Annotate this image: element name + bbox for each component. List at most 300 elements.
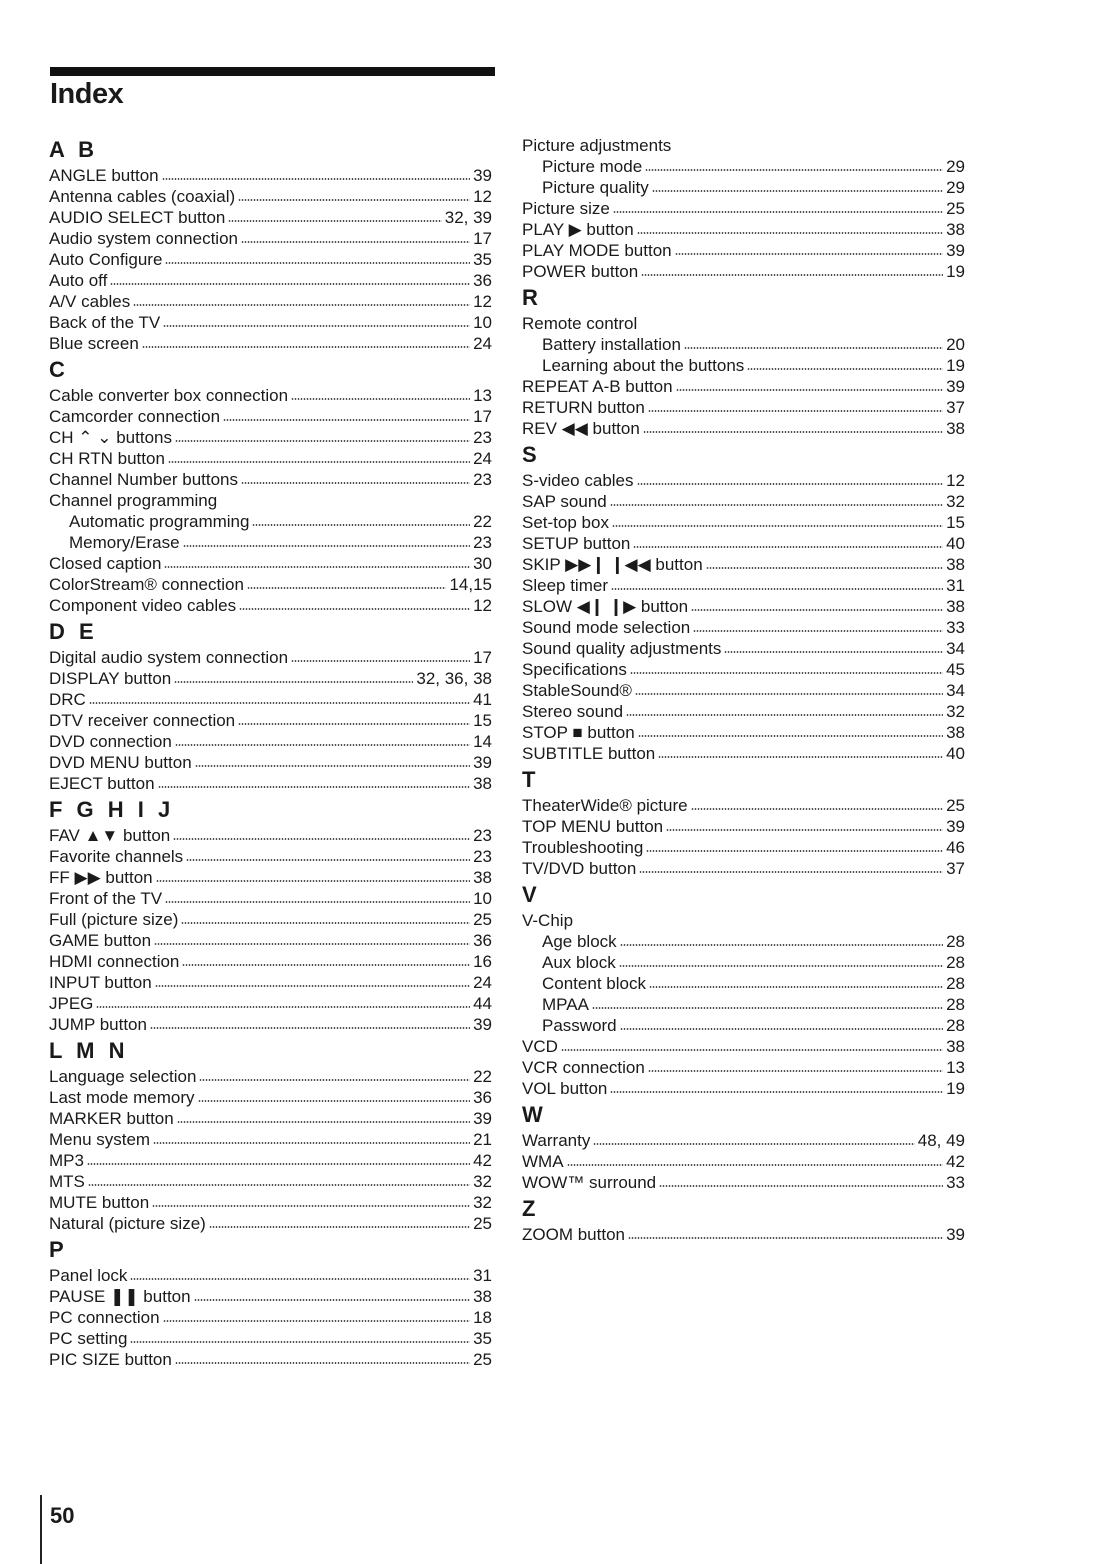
index-entry-label: ZOOM button: [522, 1225, 625, 1244]
index-entry-page: 24: [473, 973, 492, 992]
index-entry: [49, 595, 492, 616]
index-entry: [49, 647, 492, 668]
dot-leader: [626, 713, 943, 717]
index-entry-page: 38: [946, 723, 965, 742]
index-entry: [49, 752, 492, 773]
index-entry-page: 38: [946, 220, 965, 239]
dot-leader: [133, 303, 470, 307]
index-entry: [522, 638, 965, 659]
index-entry-page: 15: [473, 711, 492, 730]
index-entry-page: 39: [946, 241, 965, 260]
dot-leader: [643, 430, 943, 434]
index-entry-page: 40: [946, 744, 965, 763]
index-entry-page: 20: [946, 335, 965, 354]
index-entry-page: 32, 36, 38: [416, 669, 492, 688]
section-letter: F G H I J: [49, 797, 175, 822]
index-entry-label: REPEAT A-B button: [522, 377, 673, 396]
dot-leader: [174, 680, 413, 684]
index-entry-page: 10: [473, 889, 492, 908]
index-entry: [522, 596, 965, 617]
index-entry-label: Picture size: [522, 199, 610, 218]
index-entry: [49, 1265, 492, 1286]
index-entry-label: S-video cables: [522, 471, 634, 490]
index-entry: [49, 689, 492, 710]
dot-leader: [181, 921, 470, 925]
index-entry-page: 10: [473, 313, 492, 332]
dot-leader: [648, 1069, 943, 1073]
index-entry-label: DISPLAY button: [49, 669, 172, 688]
dot-leader: [637, 231, 943, 235]
index-entry: [49, 867, 492, 888]
index-entry-page: 34: [946, 639, 965, 658]
index-entry-page: 13: [946, 1058, 965, 1077]
index-entry-page: 17: [473, 648, 492, 667]
index-entry-page: 32, 39: [444, 208, 492, 227]
dot-leader: [158, 785, 471, 789]
dot-leader: [228, 219, 441, 223]
index-entry: [49, 731, 492, 752]
index-entry: [49, 710, 492, 731]
index-entry-label: DRC: [49, 690, 86, 709]
index-entry-page: 45: [946, 660, 965, 679]
index-entry: [522, 397, 965, 418]
index-entry-label: DVD connection: [49, 732, 172, 751]
dot-leader: [593, 1142, 914, 1146]
index-entry: [49, 1171, 492, 1192]
dot-leader: [252, 523, 470, 527]
index-entry-page: 39: [473, 1015, 492, 1034]
index-entry-label: MARKER button: [49, 1109, 174, 1128]
index-entry-page: 42: [473, 1151, 492, 1170]
dot-leader: [199, 1078, 470, 1082]
index-entry-label: Antenna cables (coaxial): [49, 187, 236, 206]
dot-leader: [291, 397, 470, 401]
index-entry-page: 17: [473, 407, 492, 426]
index-entry-label: MTS: [49, 1172, 85, 1191]
index-entry-page: 17: [473, 229, 492, 248]
index-entry: [49, 1349, 492, 1370]
index-entry-label: TV/DVD button: [522, 859, 637, 878]
index-entry-page: 28: [946, 974, 965, 993]
index-entry-page: 48, 49: [917, 1131, 965, 1150]
index-entry-label: SLOW ◀❙ ❙▶ button: [522, 597, 689, 616]
index-entry-label: ANGLE button: [49, 166, 159, 185]
index-entry-label: Learning about the buttons: [542, 356, 745, 375]
index-entry-label: Front of the TV: [49, 889, 163, 908]
index-entry: [49, 825, 492, 846]
index-entry-page: 39: [946, 377, 965, 396]
index-entry: [522, 1015, 965, 1036]
index-group-heading: Remote control: [522, 314, 638, 333]
index-entry-label: EJECT button: [49, 774, 155, 793]
index-entry-label: Troubleshooting: [522, 838, 644, 857]
index-entry: [49, 385, 492, 406]
index-entry-label: TheaterWide® picture: [522, 796, 688, 815]
dot-leader: [592, 1006, 943, 1010]
index-entry-label: Password: [542, 1016, 617, 1035]
dot-leader: [88, 1183, 470, 1187]
index-entry: [522, 376, 965, 397]
index-entry-page: 32: [946, 492, 965, 511]
index-entry: [49, 1014, 492, 1035]
dot-leader: [691, 807, 943, 811]
index-entry-page: 41: [473, 690, 492, 709]
index-entry: [49, 909, 492, 930]
index-entry-label: Panel lock: [49, 1266, 128, 1285]
index-entry-page: 18: [473, 1308, 492, 1327]
index-entry-page: 28: [946, 995, 965, 1014]
index-entry-label: REV ◀◀ button: [522, 419, 640, 438]
dot-leader: [156, 879, 470, 883]
dot-leader: [165, 261, 470, 265]
index-entry: [522, 575, 965, 596]
index-entry-page: 32: [946, 702, 965, 721]
index-entry: [49, 1328, 492, 1349]
index-entry: [49, 668, 492, 689]
index-entry: [49, 993, 492, 1014]
dot-leader: [175, 1361, 470, 1365]
section-letter: W: [522, 1102, 547, 1127]
index-entry-label: Automatic programming: [69, 512, 250, 531]
index-entry: [522, 1172, 965, 1193]
index-entry-page: 38: [473, 1287, 492, 1306]
dot-leader: [168, 460, 470, 464]
dot-leader: [628, 1236, 943, 1240]
index-entry-label: Sleep timer: [522, 576, 608, 595]
index-entry: [522, 1057, 965, 1078]
index-entry: [522, 1151, 965, 1172]
index-entry-label: SUBTITLE button: [522, 744, 656, 763]
index-entry: [49, 1213, 492, 1234]
dot-leader: [154, 942, 470, 946]
index-column-left: [49, 134, 492, 1370]
dot-leader: [610, 503, 943, 507]
index-entry-page: 25: [473, 1350, 492, 1369]
index-entry-page: 39: [473, 166, 492, 185]
dot-leader: [637, 482, 944, 486]
index-entry-page: 28: [946, 953, 965, 972]
dot-leader: [87, 1162, 470, 1166]
index-entry-page: 13: [473, 386, 492, 405]
index-entry-label: Menu system: [49, 1130, 151, 1149]
section-letter: D E: [49, 619, 98, 644]
index-entry-page: 35: [473, 250, 492, 269]
index-entry-page: 24: [473, 334, 492, 353]
dot-leader: [186, 858, 470, 862]
dot-leader: [619, 964, 943, 968]
dot-leader: [247, 586, 447, 590]
index-entry: [522, 617, 965, 638]
index-entry-page: 16: [473, 952, 492, 971]
index-entry: [522, 355, 965, 376]
index-entry-label: PIC SIZE button: [49, 1350, 172, 1369]
dot-leader: [620, 943, 943, 947]
index-entry-label: DVD MENU button: [49, 753, 192, 772]
dot-leader: [163, 1319, 471, 1323]
dot-leader: [163, 324, 470, 328]
index-entry-page: 22: [473, 512, 492, 531]
index-entry: [522, 952, 965, 973]
dot-leader: [241, 240, 470, 244]
index-entry-page: 40: [946, 534, 965, 553]
index-entry: [49, 228, 492, 249]
dot-leader: [142, 345, 470, 349]
index-entry: [522, 491, 965, 512]
index-entry: [49, 1150, 492, 1171]
index-entry-label: Content block: [542, 974, 646, 993]
index-entry-page: 32: [473, 1193, 492, 1212]
index-entry-label: AUDIO SELECT button: [49, 208, 226, 227]
index-entry-page: 19: [946, 356, 965, 375]
index-entry: [522, 198, 965, 219]
index-entry: [49, 553, 492, 574]
index-entry: [522, 837, 965, 858]
index-entry-label: SKIP ▶▶❙ ❙◀◀ button: [522, 555, 703, 574]
index-entry-page: 25: [946, 796, 965, 815]
index-entry-label: HDMI connection: [49, 952, 180, 971]
dot-leader: [175, 743, 470, 747]
index-group-heading: Channel programming: [49, 491, 218, 510]
index-entry: [522, 701, 965, 722]
index-entry-page: 12: [473, 596, 492, 615]
index-entry-page: 23: [473, 847, 492, 866]
index-entry-label: DTV receiver connection: [49, 711, 236, 730]
index-entry-page: 29: [946, 157, 965, 176]
index-entry-page: 38: [946, 419, 965, 438]
index-entry-page: 38: [473, 868, 492, 887]
dot-leader: [635, 692, 943, 696]
index-entry: [522, 177, 965, 198]
index-entry: [49, 448, 492, 469]
index-entry-page: 14,15: [449, 575, 492, 594]
dot-leader: [706, 566, 943, 570]
dot-leader: [89, 701, 470, 705]
index-entry-label: Set-top box: [522, 513, 609, 532]
index-entry: [49, 1087, 492, 1108]
index-entry-label: MP3: [49, 1151, 84, 1170]
section-letter: T: [522, 767, 540, 792]
dot-leader: [638, 734, 943, 738]
dot-leader: [633, 545, 943, 549]
index-entry-label: PLAY MODE button: [522, 241, 672, 260]
index-entry: [522, 512, 965, 533]
index-entry: [49, 1129, 492, 1150]
index-entry-label: WMA: [522, 1152, 564, 1171]
index-entry-label: WOW™ surround: [522, 1173, 657, 1192]
dot-leader: [177, 1120, 470, 1124]
dot-leader: [198, 1099, 471, 1103]
index-entry: [522, 973, 965, 994]
dot-leader: [150, 1026, 470, 1030]
index-entry-page: 33: [946, 1173, 965, 1192]
dot-leader: [130, 1340, 470, 1344]
dot-leader: [620, 1027, 943, 1031]
index-entry: [522, 931, 965, 952]
dot-leader: [666, 828, 943, 832]
index-entry-page: 39: [473, 753, 492, 772]
index-entry: [522, 858, 965, 879]
index-entry-label: MPAA: [542, 995, 589, 1014]
index-entry-label: Memory/Erase: [69, 533, 180, 552]
dot-leader: [153, 1141, 470, 1145]
index-entry: [49, 1192, 492, 1213]
index-entry-page: 23: [473, 533, 492, 552]
index-entry-page: 39: [946, 1225, 965, 1244]
index-entry-label: FF ▶▶ button: [49, 868, 153, 887]
dot-leader: [162, 177, 470, 181]
dot-leader: [241, 481, 470, 485]
index-entry-label: Auto off: [49, 271, 108, 290]
index-entry-page: 38: [946, 1037, 965, 1056]
index-entry-label: Channel Number buttons: [49, 470, 239, 489]
dot-leader: [675, 252, 943, 256]
index-entry-label: Specifications: [522, 660, 627, 679]
index-entry: [522, 554, 965, 575]
dot-leader: [291, 659, 470, 663]
index-entry-label: JPEG: [49, 994, 94, 1013]
index-entry-label: Component video cables: [49, 596, 237, 615]
index-entry-page: 34: [946, 681, 965, 700]
index-entry-page: 25: [473, 910, 492, 929]
index-entry: [49, 930, 492, 951]
index-entry-page: 32: [473, 1172, 492, 1191]
index-entry: [49, 1108, 492, 1129]
dot-leader: [652, 189, 943, 193]
index-entry-label: Camcorder connection: [49, 407, 221, 426]
index-entry-page: 15: [946, 513, 965, 532]
index-entry-label: CH RTN button: [49, 449, 165, 468]
index-entry-label: Battery installation: [542, 335, 681, 354]
index-entry-label: FAV ▲▼ button: [49, 826, 171, 845]
index-entry-label: ColorStream® connection: [49, 575, 244, 594]
dot-leader: [238, 722, 470, 726]
index-entry: [522, 334, 965, 355]
index-entry: [49, 773, 492, 794]
section-letter: P: [49, 1237, 68, 1262]
index-entry: [522, 1036, 965, 1057]
dot-leader: [747, 367, 943, 371]
index-entry-label: Closed caption: [49, 554, 162, 573]
dot-leader: [165, 900, 470, 904]
index-entry-label: GAME button: [49, 931, 152, 950]
index-entry-page: 36: [473, 1088, 492, 1107]
index-entry: [522, 743, 965, 764]
index-entry: [522, 816, 965, 837]
dot-leader: [645, 168, 943, 172]
section-letter: A B: [49, 137, 99, 162]
index-entry-label: Back of the TV: [49, 313, 161, 332]
dot-leader: [611, 587, 943, 591]
index-entry-page: 23: [473, 428, 492, 447]
index-entry: [49, 469, 492, 490]
index-entry-label: Blue screen: [49, 334, 139, 353]
index-entry-label: TOP MENU button: [522, 817, 664, 836]
index-entry-label: Last mode memory: [49, 1088, 195, 1107]
index-entry-label: PC setting: [49, 1329, 128, 1348]
index-entry-label: Natural (picture size): [49, 1214, 206, 1233]
section-letter: Z: [522, 1196, 540, 1221]
dot-leader: [649, 985, 943, 989]
index-entry-page: 33: [946, 618, 965, 637]
index-entry-page: 25: [946, 199, 965, 218]
dot-leader: [182, 963, 470, 967]
index-entry-page: 24: [473, 449, 492, 468]
dot-leader: [194, 1298, 471, 1302]
dot-leader: [173, 837, 470, 841]
index-entry-page: 38: [946, 597, 965, 616]
index-entry-label: Picture mode: [542, 157, 643, 176]
dot-leader: [567, 1163, 944, 1167]
index-entry-label: SETUP button: [522, 534, 631, 553]
dot-leader: [630, 671, 943, 675]
index-entry: [49, 312, 492, 333]
section-letter: V: [522, 882, 541, 907]
dot-leader: [223, 418, 470, 422]
section-letter: L M N: [49, 1038, 129, 1063]
index-entry-label: Favorite channels: [49, 847, 184, 866]
dot-leader: [658, 755, 943, 759]
section-letter: R: [522, 285, 542, 310]
index-entry: [522, 722, 965, 743]
index-entry-page: 37: [946, 859, 965, 878]
index-entry: [49, 951, 492, 972]
index-entry-page: 38: [473, 774, 492, 793]
dot-leader: [612, 524, 943, 528]
dot-leader: [130, 1277, 470, 1281]
index-entry-page: 14: [473, 732, 492, 751]
index-entry-page: 31: [946, 576, 965, 595]
index-entry: [49, 574, 492, 595]
index-group-heading: V-Chip: [522, 911, 574, 930]
dot-leader: [693, 629, 943, 633]
page-number-rule: [40, 1495, 42, 1564]
dot-leader: [110, 282, 470, 286]
index-entry: [49, 270, 492, 291]
dot-leader: [684, 346, 943, 350]
dot-leader: [724, 650, 943, 654]
index-entry-page: 44: [473, 994, 492, 1013]
section-letter: C: [49, 357, 69, 382]
dot-leader: [646, 849, 943, 853]
index-entry-page: 37: [946, 398, 965, 417]
index-entry-label: VCD: [522, 1037, 558, 1056]
index-entry-page: 23: [473, 470, 492, 489]
index-entry-page: 12: [946, 471, 965, 490]
index-entry: [522, 470, 965, 491]
index-entry-label: VOL button: [522, 1079, 608, 1098]
index-entry-page: 19: [946, 262, 965, 281]
index-entry: [522, 1078, 965, 1099]
index-entry-label: Picture quality: [542, 178, 649, 197]
index-entry-page: 28: [946, 1016, 965, 1035]
index-entry-label: PC connection: [49, 1308, 160, 1327]
dot-leader: [610, 1090, 943, 1094]
index-entry-label: JUMP button: [49, 1015, 147, 1034]
index-entry-label: Audio system connection: [49, 229, 238, 248]
index-entry: [522, 533, 965, 554]
index-entry-page: 36: [473, 931, 492, 950]
index-entry-label: PLAY ▶ button: [522, 220, 634, 239]
index-entry-page: 28: [946, 932, 965, 951]
index-entry-label: A/V cables: [49, 292, 131, 311]
page-title: Index: [50, 78, 124, 110]
index-entry: [522, 659, 965, 680]
index-entry-label: CH ⌃ ⌄ buttons: [49, 428, 172, 447]
index-entry-label: INPUT button: [49, 973, 152, 992]
index-entry: [522, 219, 965, 240]
index-entry-page: 39: [473, 1109, 492, 1128]
dot-leader: [175, 439, 470, 443]
